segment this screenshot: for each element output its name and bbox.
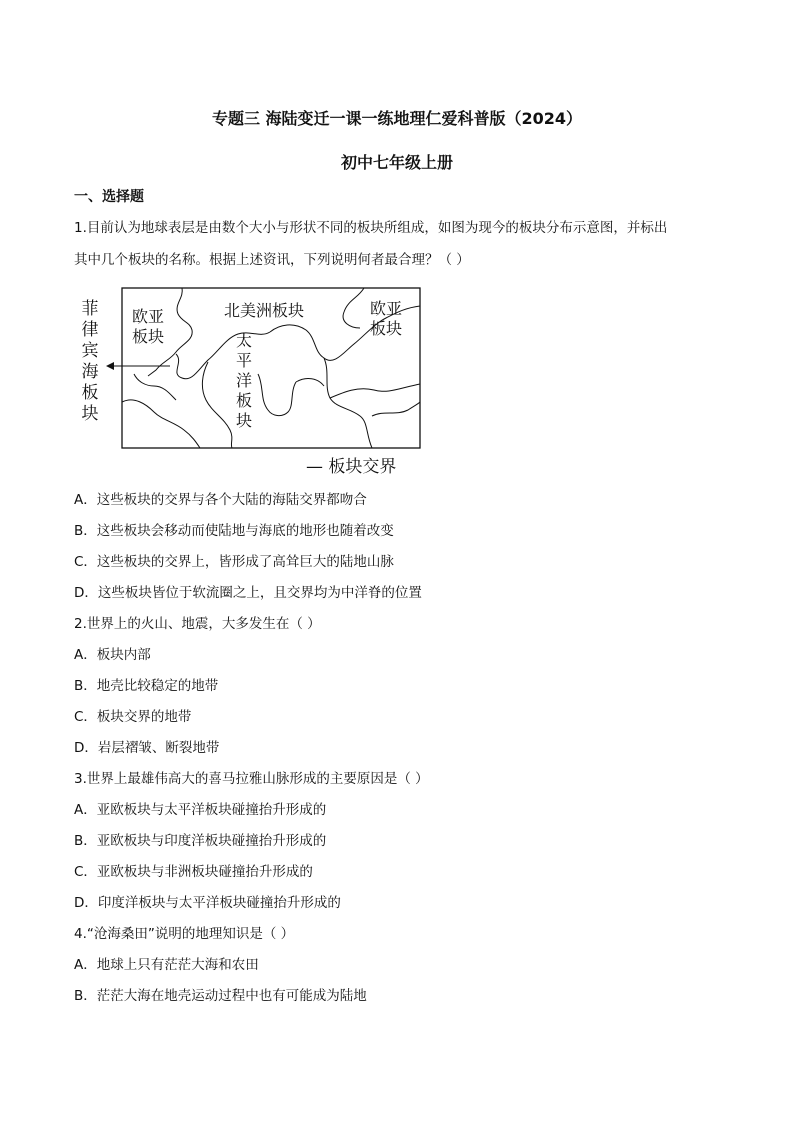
plate-distribution-map xyxy=(74,282,434,478)
label-north-america: 北美洲板块 xyxy=(224,301,305,320)
label-philippine-plate: 菲律宾海板块 xyxy=(81,299,99,424)
question-1-option-d[interactable]: D．这些板块皆位于软流圈之上，且交界均为中洋脊的位置 xyxy=(74,585,422,601)
question-2-option-b[interactable]: B．地壳比较稳定的地带 xyxy=(74,678,219,694)
question-1-option-b[interactable]: B．这些板块会移动而使陆地与海底的地形也随着改变 xyxy=(74,523,394,539)
question-3-stem: 3.世界上最雄伟高大的喜马拉雅山脉形成的主要原因是（ ） xyxy=(74,771,429,787)
map-legend: — 板块交界 xyxy=(306,457,397,477)
question-2-option-d[interactable]: D．岩层褶皱、断裂地带 xyxy=(74,740,220,756)
document-subtitle: 初中七年级上册 xyxy=(340,153,453,172)
question-3-option-d[interactable]: D．印度洋板块与太平洋板块碰撞抬升形成的 xyxy=(74,895,341,911)
arrow-head xyxy=(106,362,114,370)
question-1-stem-line-2: 其中几个板块的名称。根据上述资讯，下列说明何者最合理？（ ） xyxy=(74,252,470,268)
question-2-stem: 2.世界上的火山、地震，大多发生在（ ） xyxy=(74,616,321,632)
label-eurasia-right: 欧亚板块 xyxy=(370,299,403,338)
section-heading: 一、选择题 xyxy=(74,189,144,205)
question-3-option-b[interactable]: B．亚欧板块与印度洋板块碰撞抬升形成的 xyxy=(74,833,327,849)
label-eurasia-left: 欧亚板块 xyxy=(132,307,165,346)
label-pacific-plate: 太平洋板块 xyxy=(235,331,253,430)
question-4-option-b[interactable]: B．茫茫大海在地壳运动过程中也有可能成为陆地 xyxy=(74,988,367,1004)
document-title: 专题三 海陆变迁一课一练地理仁爱科普版（2024） xyxy=(211,109,583,128)
question-4-stem: 4.“沧海桑田”说明的地理知识是（ ） xyxy=(74,926,295,942)
question-1-option-c[interactable]: C．这些板块的交界上，皆形成了高耸巨大的陆地山脉 xyxy=(74,554,394,570)
question-2-option-a[interactable]: A．板块内部 xyxy=(74,647,151,663)
question-4-option-a[interactable]: A．地球上只有茫茫大海和农田 xyxy=(74,957,259,973)
question-2-option-c[interactable]: C．板块交界的地带 xyxy=(74,709,192,725)
question-3-option-a[interactable]: A．亚欧板块与太平洋板块碰撞抬升形成的 xyxy=(74,802,327,818)
question-1-option-a[interactable]: A．这些板块的交界与各个大陆的海陆交界都吻合 xyxy=(74,492,367,508)
question-1-stem-line-1: 1.目前认为地球表层是由数个大小与形状不同的板块所组成，如图为现今的板块分布示意图，并标出 xyxy=(74,220,668,236)
question-3-option-c[interactable]: C．亚欧板块与非洲板块碰撞抬升形成的 xyxy=(74,864,313,880)
